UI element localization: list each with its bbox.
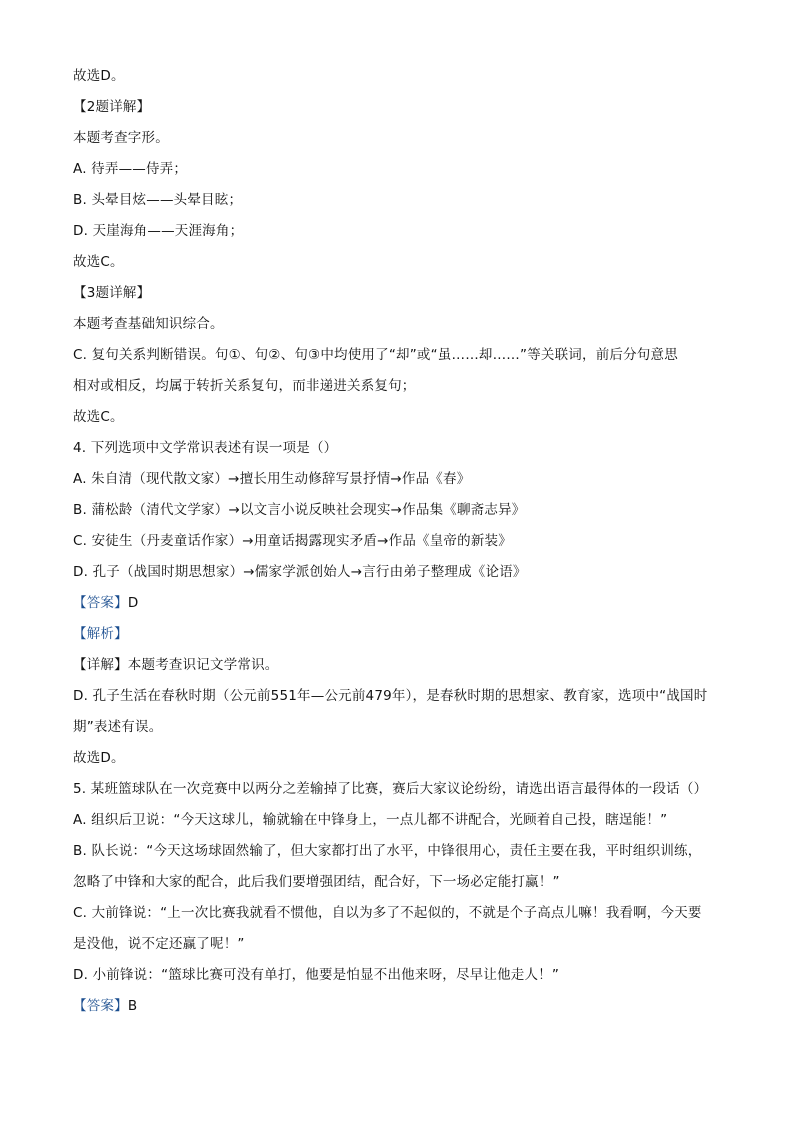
option-line: B. 队长说：“今天这场球固然输了，但大家都打出了水平，中锋很用心，责任主要在我，平时组织训练， [73, 843, 702, 859]
analysis-line [73, 624, 753, 644]
option-line: A. 组织后卫说：“今天这球儿，输就输在中锋身上，一点儿都不讲配合，光顾着自己投，瞎逞能！” [73, 812, 668, 828]
option-line: C. 安徒生（丹麦童话作家）→用童话揭露现实矛盾→作品《皇帝的新装》 [73, 533, 512, 549]
option-line: B. 蒲松龄（清代文学家）→以文言小说反映社会现实→作品集《聊斋志异》 [73, 502, 526, 518]
option-line: D. 孔子（战国时期思想家）→儒家学派创始人→言行由弟子整理成《论语》 [73, 564, 527, 580]
question-title: 5. 某班篮球队在一次竞赛中以两分之差输掉了比赛，赛后大家议论纷纷，请选出语言最得体的一段话（） [73, 781, 708, 797]
text-line: 【详解】本题考查识记文学常识。 [73, 657, 279, 673]
option-line: A. 朱自清（现代散文家）→擅长用生动修辞写景抒情→作品《春》 [73, 471, 471, 487]
text-line: 本题考查基础知识综合。 [73, 316, 224, 332]
option-line: C. 大前锋说：“上一次比赛我就看不惯他，自以为多了不起似的，不就是个子高点儿嘛！我看啊，今天要 [73, 905, 702, 921]
answer-value: B [127, 998, 138, 1014]
option-line: 是没他，说不定还赢了呢！” [73, 936, 245, 952]
section-heading: 【3题详解】 [73, 285, 151, 301]
answer-tag: 【答案】 [73, 595, 128, 611]
option-line: D. 小前锋说：“篮球比赛可没有单打，他要是怕显不出他来呀，尽早让他走人！” [73, 967, 560, 983]
text-line: 故选D。 [73, 750, 125, 766]
answer-tag: 【答案】 [73, 998, 128, 1014]
text-line: 相对或相反，均属于转折关系复句，而非递进关系复句； [73, 378, 416, 394]
question-title: 4. 下列选项中文学常识表述有误一项是（） [73, 440, 338, 456]
answer-value: D [127, 595, 139, 611]
text-line: 故选C。 [73, 254, 124, 270]
option-line: 忽略了中锋和大家的配合，此后我们要增强团结，配合好，下一场必定能打赢！” [73, 874, 560, 890]
text-line: 期”表述有误。 [73, 719, 163, 735]
text-line: 本题考查字形。 [73, 130, 169, 146]
text-line: A. 待弄——侍弄； [73, 161, 188, 177]
answer-line [73, 593, 753, 613]
text-line: B. 头晕目炫——头晕目眩； [73, 192, 243, 208]
section-heading: 【2题详解】 [73, 99, 151, 115]
text-line: 故选C。 [73, 409, 124, 425]
analysis-tag: 【解析】 [73, 626, 128, 642]
text-line: C. 复句关系判断错误。句①、句②、句③中均使用了“却”或“虽……却……”等关联词，前后分句意思 [73, 347, 678, 363]
text-line: D. 孔子生活在春秋时期（公元前551年—公元前479年），是春秋时期的思想家、教育家，选项中“战国时 [73, 688, 708, 704]
text-line: 故选D。 [73, 68, 125, 84]
text-line: D. 天崖海角——天涯海角； [73, 223, 244, 239]
answer-line [73, 996, 753, 1016]
